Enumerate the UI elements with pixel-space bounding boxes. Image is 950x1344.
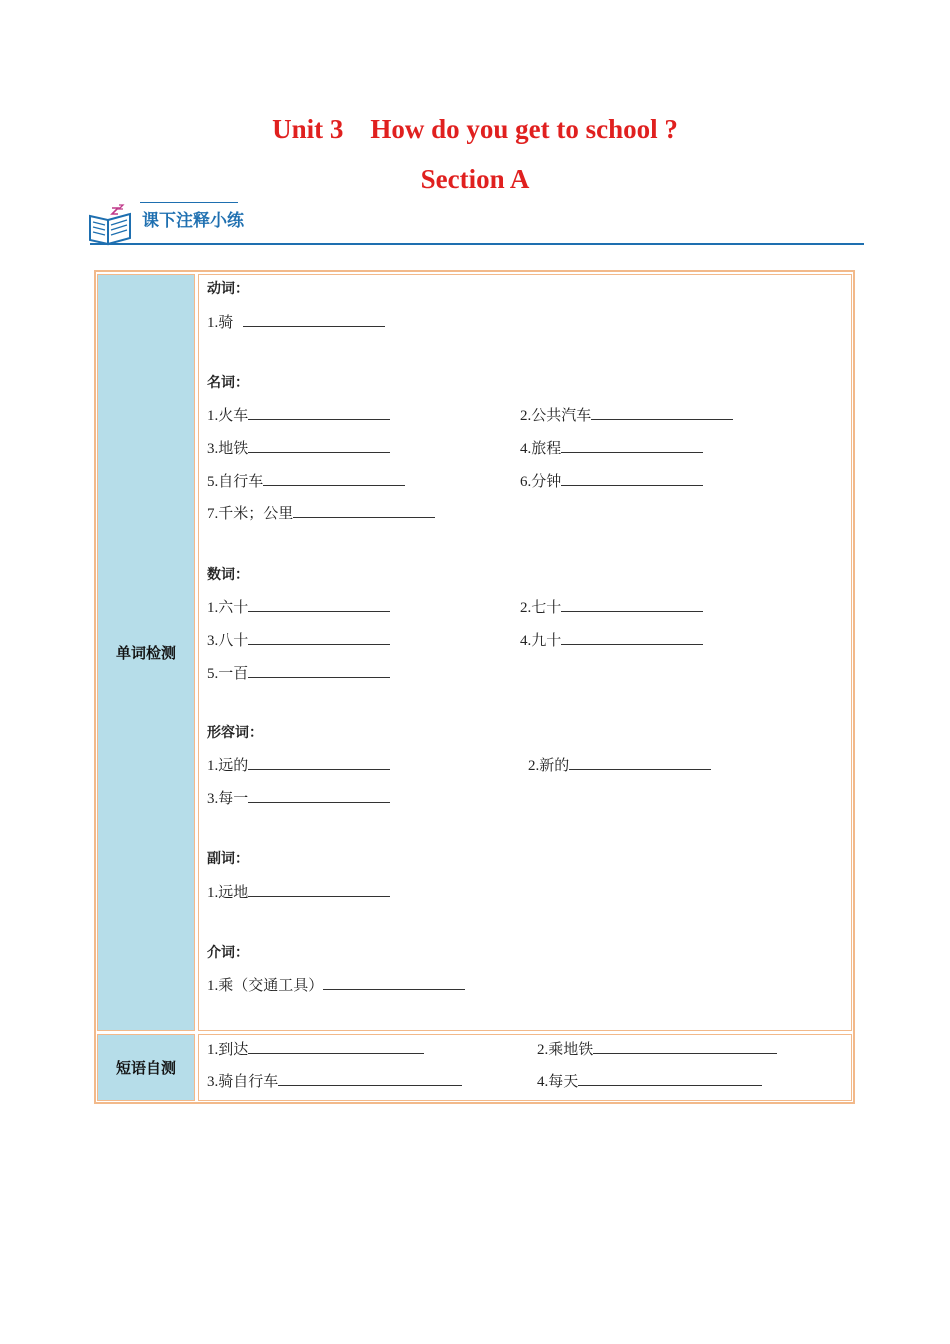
answer-blank[interactable] bbox=[248, 1039, 424, 1054]
adverbs-heading: 副词： bbox=[207, 851, 249, 867]
section-banner bbox=[86, 200, 866, 248]
vocab-content-cell bbox=[198, 274, 852, 1031]
unit-title: Unit 3 How do you get to school ? bbox=[272, 114, 678, 144]
answer-blank[interactable] bbox=[591, 405, 733, 420]
vocab-label: 单词检测 bbox=[115, 644, 176, 662]
answer-blank[interactable] bbox=[248, 630, 390, 645]
vocab-item: 5.自行车 bbox=[207, 470, 405, 491]
answer-blank[interactable] bbox=[263, 471, 405, 486]
answer-blank[interactable] bbox=[248, 755, 390, 770]
answer-blank[interactable] bbox=[248, 788, 390, 803]
vocab-item: 3.八十 bbox=[207, 629, 390, 650]
vocab-item: 4.旅程 bbox=[520, 437, 703, 458]
book-icon bbox=[86, 204, 134, 246]
adjectives-heading: 形容词： bbox=[207, 725, 263, 741]
vocab-item: 4.九十 bbox=[520, 629, 703, 650]
phrase-label-cell bbox=[97, 1034, 195, 1101]
banner-top-line bbox=[140, 202, 238, 203]
vocab-item: 1.远的 bbox=[207, 754, 390, 775]
answer-blank[interactable] bbox=[248, 663, 390, 678]
answer-blank[interactable] bbox=[561, 630, 703, 645]
answer-blank[interactable] bbox=[561, 471, 703, 486]
vocab-label-cell bbox=[97, 274, 195, 1031]
vocab-item: 1.六十 bbox=[207, 596, 390, 617]
answer-blank[interactable] bbox=[248, 438, 390, 453]
vocab-item: 1.远地 bbox=[207, 881, 390, 902]
vocab-item: 2.七十 bbox=[520, 596, 703, 617]
answer-blank[interactable] bbox=[561, 438, 703, 453]
banner-divider bbox=[90, 243, 864, 245]
vocab-item: 3.每一 bbox=[207, 787, 390, 808]
vocab-item: 3.地铁 bbox=[207, 437, 390, 458]
phrase-item: 3.骑自行车 bbox=[207, 1070, 462, 1091]
answer-blank[interactable] bbox=[293, 503, 435, 518]
vocab-item: 7.千米；公里 bbox=[207, 502, 435, 523]
answer-blank[interactable] bbox=[578, 1071, 762, 1086]
vocab-item: 6.分钟 bbox=[520, 470, 703, 491]
answer-blank[interactable] bbox=[278, 1071, 462, 1086]
answer-blank[interactable] bbox=[561, 597, 703, 612]
answer-blank[interactable] bbox=[243, 312, 385, 327]
verbs-heading: 动词： bbox=[207, 281, 249, 297]
banner-label: 课下注释小练 bbox=[142, 211, 244, 231]
nouns-heading: 名词： bbox=[207, 375, 249, 391]
answer-blank[interactable] bbox=[323, 975, 465, 990]
prepositions-heading: 介词： bbox=[207, 945, 249, 961]
answer-blank[interactable] bbox=[569, 755, 711, 770]
phrase-item: 4.每天 bbox=[537, 1070, 762, 1091]
answer-blank[interactable] bbox=[593, 1039, 777, 1054]
vocab-item: 2.新的 bbox=[528, 754, 711, 775]
numerals-heading: 数词： bbox=[207, 567, 249, 583]
answer-blank[interactable] bbox=[248, 405, 390, 420]
vocab-item: 1.乘（交通工具） bbox=[207, 974, 465, 995]
phrase-label: 短语自测 bbox=[115, 1059, 176, 1077]
vocab-item: 5.一百 bbox=[207, 662, 390, 683]
phrase-item: 1.到达 bbox=[207, 1038, 424, 1059]
vocab-item: 1.火车 bbox=[207, 404, 390, 425]
answer-blank[interactable] bbox=[248, 597, 390, 612]
section-title: Section A bbox=[420, 164, 530, 194]
vocab-item: 2.公共汽车 bbox=[520, 404, 733, 425]
phrase-item: 2.乘地铁 bbox=[537, 1038, 777, 1059]
vocab-item: 1.骑 bbox=[207, 311, 385, 332]
answer-blank[interactable] bbox=[248, 882, 390, 897]
